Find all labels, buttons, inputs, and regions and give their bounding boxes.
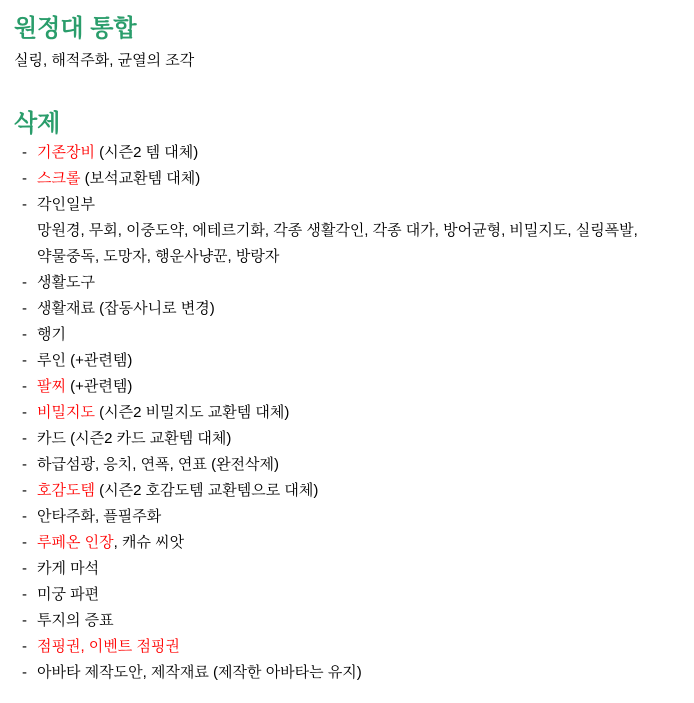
- list-item: [22, 452, 638, 478]
- list-item-continuation: 망원경, 무회, 이중도약, 에테르기화, 각종 생활각인, 각종 대가, 방어균형, 비밀지도, 실링폭발,: [37, 222, 638, 239]
- list-item: [22, 660, 638, 686]
- item-text: (+관련템): [65, 378, 133, 395]
- bullet-dash: -: [22, 352, 27, 369]
- bullet-dash: -: [22, 144, 27, 161]
- list-item: [22, 140, 638, 166]
- item-text: (시즌2 호감도템 교환템으로 대체): [94, 482, 319, 499]
- bullet-dash: -: [22, 274, 27, 291]
- highlighted-text: 호감도템: [37, 482, 95, 499]
- highlighted-text: 비밀지도: [37, 404, 95, 421]
- item-text: 안타주화, 플필주화: [37, 508, 162, 525]
- list-item: [22, 244, 638, 270]
- list-item: [22, 400, 638, 426]
- list-item: [22, 270, 638, 296]
- bullet-dash: -: [22, 612, 27, 629]
- item-text: 각인일부: [37, 196, 95, 213]
- bullet-dash: -: [22, 560, 27, 577]
- list-item: [22, 296, 638, 322]
- list-item: [22, 166, 638, 192]
- item-text: 생활재료 (잡동사니로 변경): [37, 300, 215, 317]
- list-item: [22, 192, 638, 218]
- list-item: [22, 478, 638, 504]
- item-text: 미궁 파편: [37, 586, 100, 603]
- list-item: [22, 556, 638, 582]
- list-item: [22, 218, 638, 244]
- bullet-dash: -: [22, 170, 27, 187]
- list-item: [22, 322, 638, 348]
- highlighted-text: 루페온 인장: [37, 534, 114, 551]
- list-item: [22, 504, 638, 530]
- item-text: (보석교환템 대체): [80, 170, 201, 187]
- merge-items-text: 실링, 해적주화, 균열의 조각: [14, 52, 195, 69]
- bullet-dash: -: [22, 586, 27, 603]
- item-text: 카드 (시즌2 카드 교환템 대체): [37, 430, 232, 447]
- list-item: [22, 582, 638, 608]
- highlighted-text: 스크롤: [37, 170, 81, 187]
- list-item: [22, 374, 638, 400]
- item-text: 하급섬광, 응치, 연폭, 연표 (완전삭제): [37, 456, 280, 473]
- bullet-dash: -: [22, 378, 27, 395]
- bullet-dash: -: [22, 508, 27, 525]
- bullet-dash: -: [22, 430, 27, 447]
- list-item: [22, 348, 638, 374]
- item-text: 행기: [37, 326, 66, 343]
- bullet-dash: -: [22, 196, 27, 213]
- list-item: [22, 530, 638, 556]
- highlighted-text: 점핑권, 이벤트 점핑권: [37, 638, 180, 655]
- highlighted-text: 기존장비: [37, 144, 95, 161]
- bullet-dash: -: [22, 664, 27, 681]
- bullet-dash: -: [22, 482, 27, 499]
- list-item: [22, 608, 638, 634]
- bullet-dash: -: [22, 326, 27, 343]
- bullet-dash: -: [22, 456, 27, 473]
- item-text: 카게 마석: [37, 560, 100, 577]
- bullet-dash: -: [22, 300, 27, 317]
- bullet-dash: -: [22, 534, 27, 551]
- item-text: 루인 (+관련템): [37, 352, 133, 369]
- heading-removed: 삭제: [14, 110, 61, 137]
- list-item: [22, 426, 638, 452]
- bullet-dash: -: [22, 638, 27, 655]
- list-item: [22, 634, 638, 660]
- item-text: 생활도구: [37, 274, 95, 291]
- removed-items-list: [22, 140, 638, 686]
- item-text: (시즌2 비밀지도 교환템 대체): [94, 404, 290, 421]
- highlighted-text: 팔찌: [37, 378, 66, 395]
- bullet-dash: -: [22, 404, 27, 421]
- item-text: 투지의 증표: [37, 612, 114, 629]
- item-text: 아바타 제작도안, 제작재료 (제작한 아바타는 유지): [37, 664, 362, 681]
- heading-guild-merge: 원정대 통합: [14, 15, 137, 42]
- item-text: , 캐슈 씨앗: [113, 534, 185, 551]
- item-text: (시즌2 템 대체): [94, 144, 199, 161]
- list-item-continuation: 약물중독, 도망자, 행운사냥꾼, 방랑자: [37, 248, 280, 265]
